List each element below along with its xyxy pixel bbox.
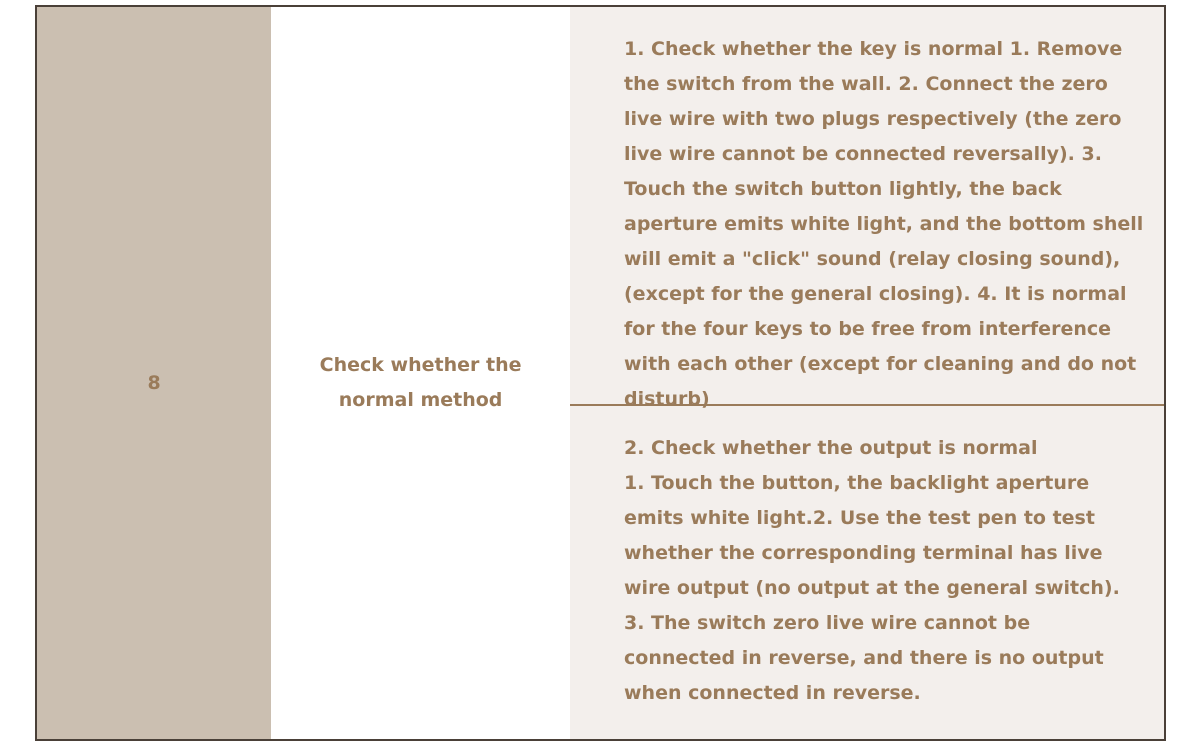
method-cell — [271, 7, 570, 739]
row-number-cell — [37, 7, 271, 739]
output-check-text: 2. Check whether the output is normal 1. Touch the button, the backlight aperture emits white light.2. Use the test pen to test whether the corresponding terminal has live wire output (no output at the general switch). 3. The switch zero live wire cannot be connected in reverse, and there is no output when connected in reverse. — [624, 437, 1120, 704]
detail-cell-key-check — [570, 7, 1164, 410]
detail-cell-output-check — [570, 406, 1164, 739]
method-label: Check whether the normal method — [319, 353, 522, 411]
detail-column — [570, 7, 1164, 739]
row-number: 8 — [147, 372, 161, 394]
inspection-table — [35, 5, 1166, 741]
key-check-text: 1. Check whether the key is normal 1. Remove the switch from the wall. 2. Connect the zero live wire with two plugs respectively (the zero live wire cannot be connected reversally). 3. Touch the switch button lightly, the back aperture emits white light, and the bottom shell will emit a "click" sound (relay closing sound), (except for the general closing). 4. It is normal for the four keys to be free from interference with each other (except for cleaning and do not disturb) — [624, 38, 1144, 410]
